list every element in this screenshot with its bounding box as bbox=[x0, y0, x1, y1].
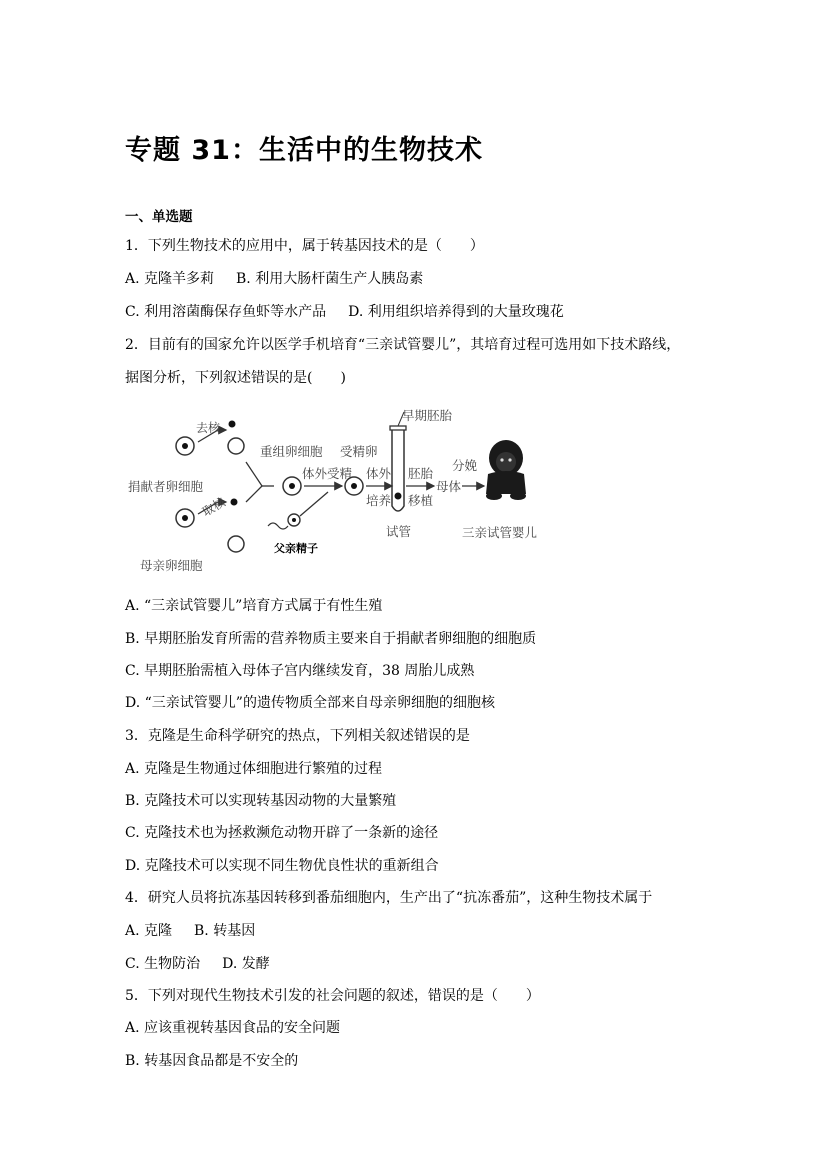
embryo-label-2: 移植 bbox=[408, 493, 434, 508]
baby-label: 三亲试管婴儿 bbox=[462, 525, 538, 540]
q2-stem-line2: 据图分析，下列叙述错误的是( ) bbox=[125, 370, 346, 386]
q2-option-b: B. 早期胚胎发育所需的营养物质主要来自于捐献者卵细胞的细胞质 bbox=[125, 631, 537, 647]
mother-egg-cell bbox=[176, 509, 194, 527]
q4-option-d: D. 发酵 bbox=[222, 956, 270, 972]
q1-option-a: A. 克隆羊多莉 bbox=[125, 271, 215, 287]
sperm-cell bbox=[268, 492, 328, 529]
q3-option-c: C. 克隆技术也为拯救濒危动物开辟了一条新的途径 bbox=[125, 825, 439, 841]
birth-label: 分娩 bbox=[452, 458, 478, 473]
merge-lines bbox=[246, 462, 274, 502]
remove-nucleus-label: 去核 bbox=[196, 421, 221, 435]
early-embryo-label: 早期胚胎 bbox=[402, 408, 453, 423]
q2-stem-line1: 2．目前有的国家允许以医学手机培育“三亲试管婴儿”，其培育过程可选用如下技术路线， bbox=[125, 337, 681, 353]
q5-stem: 5．下列对现代生物技术引发的社会问题的叙述，错误的是（ ） bbox=[125, 988, 540, 1004]
embryo-label-1: 胚胎 bbox=[408, 466, 434, 481]
recombined-egg-cell bbox=[283, 477, 301, 495]
q1-option-c: C. 利用溶菌酶保存鱼虾等水产品 bbox=[125, 304, 327, 320]
q2-option-d: D. “三亲试管婴儿”的遗传物质全部来自母亲卵细胞的细胞核 bbox=[125, 695, 495, 711]
recombined-egg-label: 重组卵细胞 bbox=[260, 444, 323, 459]
donor-egg-label: 捐献者卵细胞 bbox=[128, 479, 204, 494]
mother-egg-label: 母亲卵细胞 bbox=[140, 558, 203, 573]
q3-option-b: B. 克隆技术可以实现转基因动物的大量繁殖 bbox=[125, 793, 397, 809]
page-title: 专题 31：生活中的生物技术 bbox=[125, 135, 483, 166]
test-tube-label: 试管 bbox=[386, 524, 412, 539]
fertilized-egg-cell bbox=[345, 477, 363, 495]
q5-option-a: A. 应该重视转基因食品的安全问题 bbox=[125, 1020, 341, 1036]
q2-option-c: C. 早期胚胎需植入母体子宫内继续发育，38 周胎儿成熟 bbox=[125, 663, 475, 679]
q4-stem: 4．研究人员将抗冻基因转移到番茄细胞内，生产出了“抗冻番茄”，这种生物技术属于 bbox=[125, 890, 653, 906]
q1-options-row2 bbox=[125, 302, 564, 322]
q3-option-a: A. 克隆是生物通过体细胞进行繁殖的过程 bbox=[125, 761, 383, 777]
q4-option-b: B. 转基因 bbox=[194, 923, 256, 939]
donor-egg-cell bbox=[176, 437, 194, 455]
in-vitro-label-1: 体外 bbox=[366, 466, 392, 481]
q3-option-d: D. 克隆技术可以实现不同生物优良性状的重新组合 bbox=[125, 858, 439, 874]
ivf-label: 体外受精 bbox=[302, 466, 353, 481]
q4-options-row1 bbox=[125, 921, 255, 941]
mother-egg-remnant bbox=[228, 536, 244, 552]
three-parent-ivf-diagram bbox=[122, 398, 552, 578]
q1-option-b: B. 利用大肠杆菌生产人胰岛素 bbox=[236, 271, 424, 287]
father-sperm-label: 父亲精子 bbox=[274, 542, 318, 555]
q3-stem: 3．克隆是生命科学研究的热点，下列相关叙述错误的是 bbox=[125, 728, 470, 744]
taken-nucleus-dot bbox=[231, 499, 238, 506]
baby-icon bbox=[486, 440, 526, 500]
q4-option-c: C. 生物防治 bbox=[125, 956, 201, 972]
mother-body-label: 母体 bbox=[436, 479, 462, 494]
fertilized-egg-label: 受精卵 bbox=[340, 444, 378, 459]
q1-option-d: D. 利用组织培养得到的大量玫瑰花 bbox=[348, 304, 564, 320]
in-vitro-label-2: 培养 bbox=[366, 493, 392, 508]
test-tube bbox=[390, 412, 406, 511]
q1-stem: 1．下列生物技术的应用中，属于转基因技术的是（ ） bbox=[125, 238, 484, 254]
q4-options-row2 bbox=[125, 954, 270, 974]
section-heading: 一、单选题 bbox=[125, 209, 193, 225]
q1-options-row1 bbox=[125, 269, 423, 289]
q2-option-a: A. “三亲试管婴儿”培育方式属于有性生殖 bbox=[125, 598, 383, 614]
q4-option-a: A. 克隆 bbox=[125, 923, 173, 939]
q5-option-b: B. 转基因食品都是不安全的 bbox=[125, 1053, 299, 1069]
enucleated-egg bbox=[228, 438, 244, 454]
take-nucleus-label: 取核 bbox=[199, 494, 228, 520]
removed-nucleus-dot bbox=[229, 421, 236, 428]
